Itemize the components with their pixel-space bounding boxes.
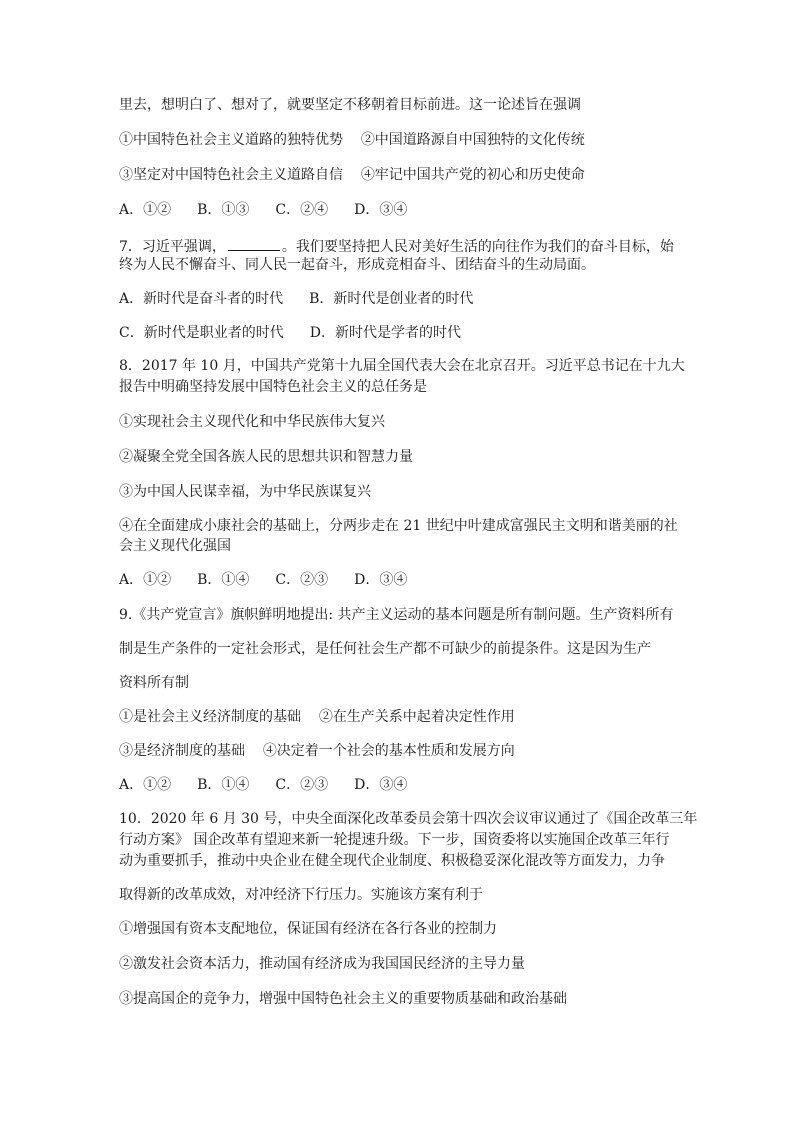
question-6-option-c: C．②④ — [275, 202, 329, 218]
question-6-statement-2: ②中国道路源自中国独特的文化传统 — [360, 132, 585, 148]
question-7-options-row-1 — [119, 290, 473, 308]
question-7-option-b: B．新时代是创业者的时代 — [309, 291, 474, 307]
question-6-statement-3: ③坚定对中国特色社会主义道路自信 — [119, 167, 343, 183]
question-8-stem-line-1: 8．2017 年 10 月，中国共产党第十九届全国代表大会在北京召开。习近平总书记在十九大 — [119, 358, 685, 374]
question-9-statements-row-2 — [119, 742, 515, 760]
question-10-stem-line-4: 取得新的改革成效，对冲经济下行压力。实施该方案有利于 — [119, 887, 483, 903]
question-10-stem-line-3: 动为重要抓手，推动中央企业在健全现代企业制度、积极稳妥深化混改等方面发力，力争 — [119, 853, 665, 869]
question-10-statement-2: ②激发社会资本活力，推动国有经济成为我国国民经济的主导力量 — [119, 956, 525, 972]
question-9-option-d: D．③④ — [354, 777, 408, 793]
question-10-stem-line-2: 行动方案》 国企改革有望迎来新一轮提速升级。下一步，国资委将以实施国企改革三年行 — [119, 832, 670, 848]
question-6-option-b: B．①③ — [197, 202, 250, 218]
question-7-option-d: D．新时代是学者的时代 — [309, 325, 461, 341]
question-8-statement-3: ③为中国人民谋幸福，为中华民族谋复兴 — [119, 484, 371, 500]
question-7-options-row-2 — [119, 324, 461, 342]
question-8-option-a: A．①② — [119, 572, 172, 588]
question-8-statement-2: ②凝聚全党全国各族人民的思想共识和智慧力量 — [119, 449, 413, 465]
question-8-statement-4-line-2: 会主义现代化强国 — [119, 538, 231, 554]
question-10-statement-3: ③提高国企的竞争力，增强中国特色社会主义的重要物质基础和政治基础 — [119, 991, 567, 1007]
question-9-statements-row-1 — [119, 708, 515, 726]
question-6-statement-4: ④牢记中国共产党的初心和历史使命 — [360, 167, 585, 183]
question-9-option-b: B．①④ — [197, 777, 250, 793]
question-7-option-c: C．新时代是职业者的时代 — [119, 325, 284, 341]
question-9-statement-4: ④决定着一个社会的基本性质和发展方向 — [262, 743, 515, 759]
question-6-statement-1: ①中国特色社会主义道路的独特优势 — [119, 132, 343, 148]
question-7-stem-pre: 7．习近平强调， — [119, 239, 226, 255]
question-6-option-d: D．③④ — [354, 202, 408, 218]
question-6-options — [119, 201, 407, 219]
question-8-option-c: C．②③ — [275, 572, 329, 588]
question-8-option-b: B．①④ — [197, 572, 250, 588]
question-6-statements-row-1 — [119, 131, 585, 149]
question-9-options — [119, 776, 407, 794]
question-10-stem-line-1: 10．2020 年 6 月 30 号，中央全面深化改革委员会第十四次会议审议通过了《国企改革三年 — [119, 811, 698, 827]
question-9-stem-line-2: 制是生产条件的一定社会形式，是任何社会生产都不可缺少的前提条件。这是因为生产 — [119, 641, 651, 657]
question-8-stem-line-2: 报告中明确坚持发展中国特色社会主义的总任务是 — [119, 379, 427, 395]
answer-blank — [228, 237, 280, 251]
question-8-statement-4-line-1: ④在全面建成小康社会的基础上，分两步走在 21 世纪中叶建成富强民主文明和谐美丽的社 — [119, 518, 678, 534]
question-9-statement-1: ①是社会主义经济制度的基础 — [119, 709, 301, 725]
question-7-stem-post: 。我们要坚持把人民对美好生活的向往作为我们的奋斗目标，始 — [281, 239, 674, 255]
question-9-statement-2: ②在生产关系中起着决定性作用 — [318, 709, 515, 725]
question-8-options — [119, 571, 407, 589]
question-7-stem-line-2: 终为人民不懈奋斗、同人民一起奋斗，形成竞相奋斗、团结奋斗的生动局面。 — [119, 257, 595, 273]
question-8-option-d: D．③④ — [354, 572, 408, 588]
question-9-stem-line-3: 资料所有制 — [119, 675, 189, 691]
question-10-statement-1: ①增强国有资本支配地位，保证国有经济在各行各业的控制力 — [119, 921, 497, 937]
question-9-stem-line-1: 9.《共产党宣言》旗帜鲜明地提出: 共产主义运动的基本问题是所有制问题。生产资料所有 — [119, 607, 674, 623]
question-9-option-a: A．①② — [119, 777, 172, 793]
question-6-option-a: A．①② — [119, 202, 172, 218]
question-8-statement-1: ①实现社会主义现代化和中华民族伟大复兴 — [119, 414, 385, 430]
question-7-stem-line-1 — [119, 237, 674, 256]
question-6-stem-tail: 里去，想明白了、想对了，就要坚定不移朝着目标前进。这一论述旨在强调 — [119, 97, 581, 113]
question-9-option-c: C．②③ — [275, 777, 329, 793]
question-9-statement-3: ③是经济制度的基础 — [119, 743, 245, 759]
question-7-option-a: A．新时代是奋斗者的时代 — [119, 291, 284, 307]
question-6-statements-row-2 — [119, 166, 585, 184]
